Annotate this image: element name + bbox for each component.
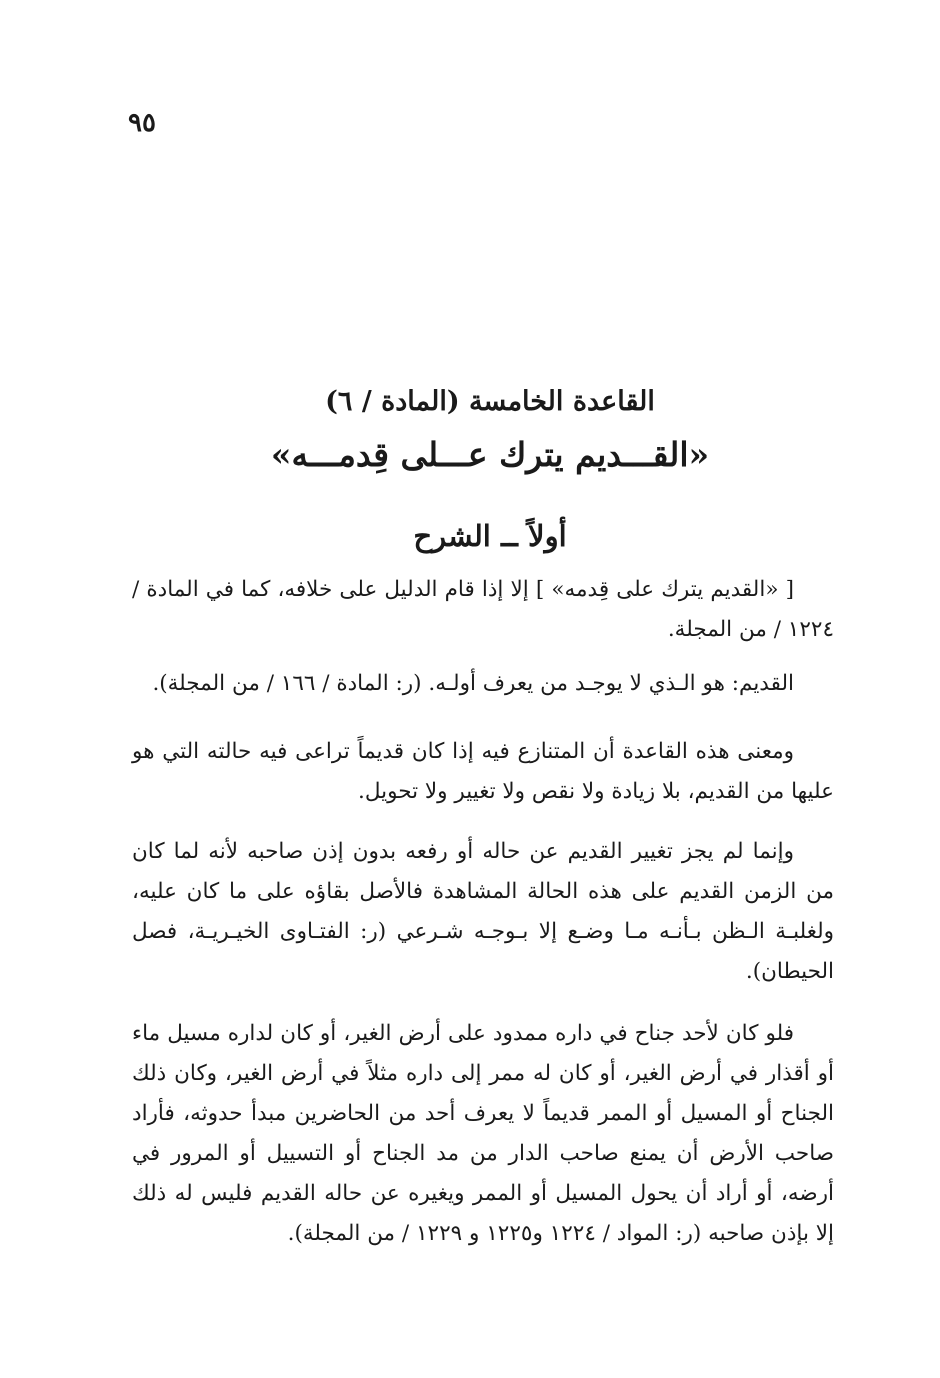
paragraph-example: فلو كان لأحد جناح في داره ممدود على أرض الغير، أو كان لداره مسيل ماء أو أقذار في أرض الغير، أو كان له ممر إلى داره مثلاً في أرض الغير، وكان ذلك الجناح أو المسيل أو الممر قديماً لا يعرف أحد من الحاضرين مبدأ حدوثه، فأراد صاحب الأرض أن يمنع صاحب الدار من مد الجناح أو التسييل أو المرور في أرضه، أو أراد أن يحول المسيل أو الممر ويغيره عن حاله القديم فليس له ذلك إلا بإذن صاحبه (ر: المواد / ١٢٢٤ و١٢٢٥ و ١٢٢٩ / من المجلة). [132,1021,834,1246]
section-title: أولاً ــ الشرح [413,519,567,553]
page-number: ٩٥ [128,108,156,138]
body-text [132,570,834,1273]
paragraph-reasoning: وإنما لم يجز تغيير القديم عن حاله أو رفعه بدون إذن صاحبه لأنه لما كان من الزمن القديم على هذه الحالة المشاهدة فالأصل بقاؤه على ما كان عليه، ولغلبـة الـظن بـأنـه مـا وضـع إلا بـوجـه شـرعي (ر: الفتـاوى الخيـريـة، فصل الحيطان). [132,839,834,984]
paragraph-rule-statement: [ «القديم يترك على قِدمه» ] إلا إذا قام الدليل على خلافه، كما في المادة / ١٢٢٤ / من المجلة. [132,577,834,642]
rule-heading [140,380,840,482]
rule-title: القاعدة الخامسة (المادة / ٦) [325,386,655,417]
rule-name: «القـــديم يترك عـــلى قِدمـــه» [270,435,710,474]
paragraph-meaning: ومعنى هذه القاعدة أن المتنازع فيه إذا كان قديماً تراعى فيه حالته التي هو عليها من القديم، بلا زيادة ولا نقص ولا تغيير ولا تحويل. [132,739,834,804]
paragraph-definition: القديم: هو الـذي لا يوجـد من يعرف أولـه. (ر: المادة / ١٦٦ / من المجلة). [152,671,794,696]
